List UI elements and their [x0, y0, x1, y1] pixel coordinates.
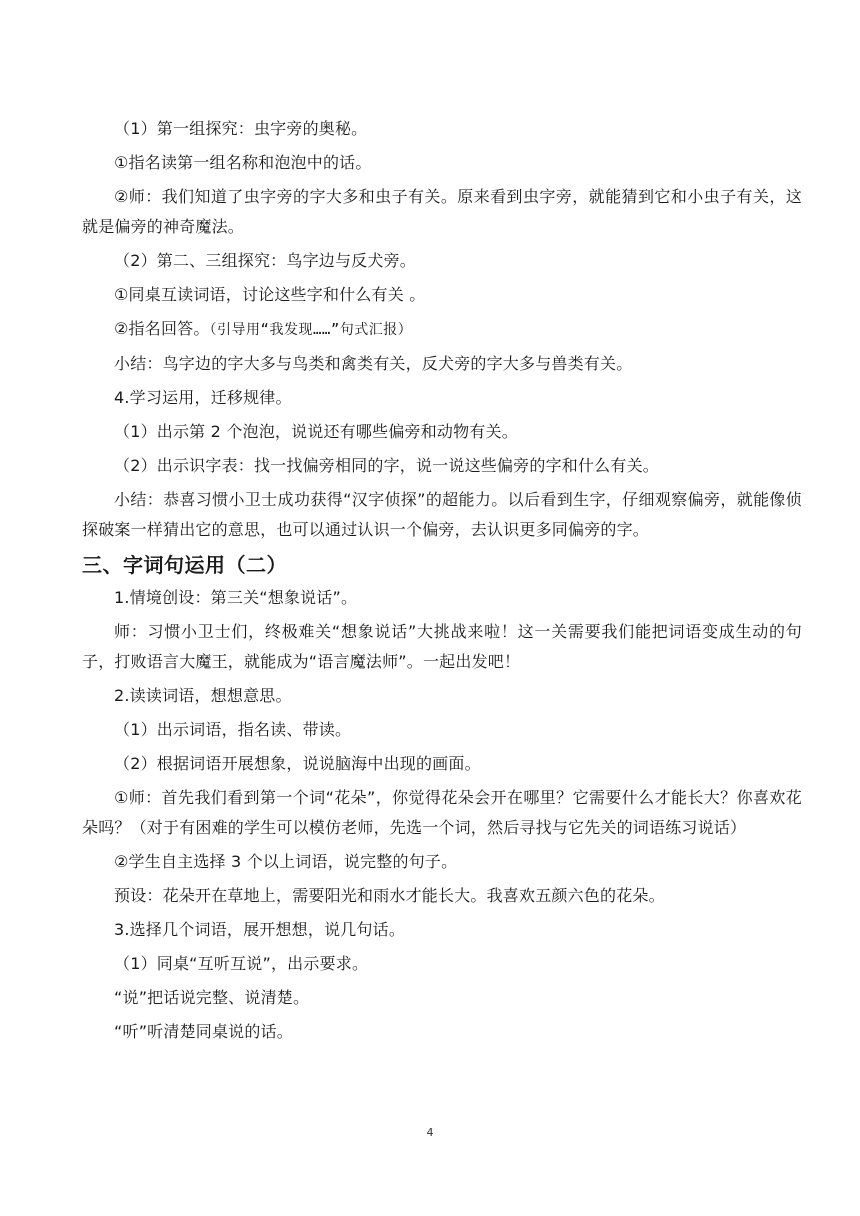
paragraph: （1）出示第 2 个泡泡，说说还有哪些偏旁和动物有关。 — [114, 422, 518, 441]
paragraph: “听”听清楚同桌说的话。 — [114, 1022, 293, 1041]
paragraph: （2）第二、三组探究：鸟字边与反犬旁。 — [114, 251, 416, 270]
paragraph: 3.选择几个词语，展开想想，说几句话。 — [114, 920, 406, 939]
paragraph — [82, 314, 802, 345]
paragraph: 2.读读词语，想想意思。 — [114, 686, 292, 705]
document-body — [82, 114, 802, 1051]
paragraph: 师：习惯小卫士们，终极难关“想象说话”大挑战来啦！这一关需要我们能把词语变成生动的句子，打败语言大魔王，就能成为“语言魔法师”。一起出发吧！ — [82, 622, 802, 671]
paragraph: ①同桌互读词语，讨论这些字和什么有关 。 — [114, 285, 426, 304]
paragraph-text: ②指名回答。 — [114, 319, 210, 338]
paragraph: ②师：我们知道了虫字旁的字大多和虫子有关。原来看到虫字旁，就能猜到它和小虫子有关，这就是偏旁的神奇魔法。 — [82, 187, 802, 236]
paragraph: 小结：恭喜习惯小卫士成功获得“汉字侦探”的超能力。以后看到生字，仔细观察偏旁，就能像侦探破案一样猜出它的意思，也可以通过认识一个偏旁，去认识更多同偏旁的字。 — [82, 490, 802, 539]
paragraph: （1）出示词语，指名读、带读。 — [114, 720, 352, 739]
paragraph: ②学生自主选择 3 个以上词语，说完整的句子。 — [114, 852, 458, 871]
paragraph: （1）第一组探究：虫字旁的奥秘。 — [114, 119, 368, 138]
paragraph: 预设：花朵开在草地上，需要阳光和雨水才能长大。我喜欢五颜六色的花朵。 — [114, 886, 665, 905]
paragraph: （2）根据词语开展想象，说说脑海中出现的画面。 — [114, 754, 481, 773]
paragraph-note: （引导用“我发现……”句式汇报） — [209, 322, 413, 338]
paragraph: 小结：鸟字边的字大多与鸟类和禽类有关，反犬旁的字大多与兽类有关。 — [114, 354, 633, 373]
page-number: 4 — [426, 1126, 434, 1139]
paragraph: ①指名读第一组名称和泡泡中的话。 — [114, 153, 372, 172]
section-heading: 三、字词句运用（二） — [82, 553, 287, 577]
paragraph: “说”把话说完整、说清楚。 — [114, 988, 310, 1007]
paragraph: ①师：首先我们看到第一个词“花朵”，你觉得花朵会开在哪里？它需要什么才能长大？你喜欢花朵吗？（对于有困难的学生可以模仿老师，先选一个词，然后寻找与它先关的词语练习说话） — [82, 788, 802, 837]
paragraph: （2）出示识字表：找一找偏旁相同的字，说一说这些偏旁的字和什么有关。 — [114, 456, 659, 475]
paragraph: 1.情境创设：第三关“想象说话”。 — [114, 588, 358, 607]
paragraph: 4.学习运用，迁移规律。 — [114, 388, 292, 407]
paragraph: （1）同桌“互听互说”，出示要求。 — [114, 954, 369, 973]
